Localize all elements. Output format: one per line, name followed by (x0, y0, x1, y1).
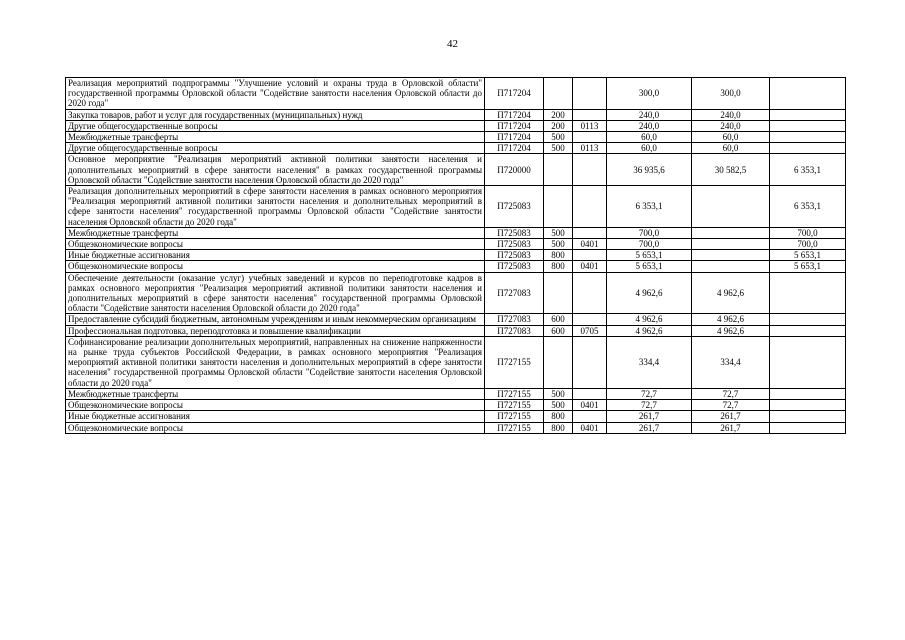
federal-amount-cell (770, 314, 846, 325)
total-amount-cell: 6 353,1 (607, 186, 692, 228)
table-row (66, 154, 846, 186)
row-name-cell: Реализация мероприятий подпрограммы "Улучшение условий и охраны труда в Орловской области" государственной программы Орловской области "Содействие занятости населения Орловской области до 2020 года" (66, 78, 485, 110)
table-row (66, 143, 846, 154)
federal-amount-cell (770, 336, 846, 388)
budget-table-body (66, 78, 846, 434)
target-article-cell: П717204 (485, 143, 544, 154)
table-row (66, 314, 846, 325)
total-amount-cell: 261,7 (607, 422, 692, 433)
table-row (66, 109, 846, 120)
expense-type-cell (544, 272, 573, 314)
section-code-cell: 0113 (573, 143, 607, 154)
federal-amount-cell (770, 422, 846, 433)
section-code-cell (573, 78, 607, 110)
row-name-cell: Предоставление субсидий бюджетным, автономным учреждениям и иным некоммерческим организациям (66, 314, 485, 325)
table-row (66, 411, 846, 422)
regional-amount-cell: 72,7 (692, 388, 770, 399)
target-article-cell: П727155 (485, 422, 544, 433)
target-article-cell: П725083 (485, 239, 544, 250)
row-name-cell: Софинансирование реализации дополнительных мероприятий, направленных на снижение напряженности на рынке труда субъектов Российской Федерации, в рамках основного мероприятия "Реализация мероприятий активной политики занятости населения и дополнительных мероприятий в сфере занятости населения" государственной программы Орловской области "Содействие занятости населения Орловской области до 2020 года" (66, 336, 485, 388)
section-code-cell (573, 250, 607, 261)
section-code-cell: 0705 (573, 325, 607, 336)
target-article-cell: П717204 (485, 120, 544, 131)
table-row (66, 336, 846, 388)
section-code-cell (573, 388, 607, 399)
expense-type-cell: 500 (544, 132, 573, 143)
federal-amount-cell: 5 653,1 (770, 261, 846, 272)
regional-amount-cell (692, 239, 770, 250)
table-row (66, 132, 846, 143)
total-amount-cell: 240,0 (607, 120, 692, 131)
total-amount-cell: 700,0 (607, 239, 692, 250)
budget-table (65, 77, 846, 434)
target-article-cell: П727155 (485, 336, 544, 388)
table-row (66, 325, 846, 336)
regional-amount-cell: 4 962,6 (692, 272, 770, 314)
regional-amount-cell: 72,7 (692, 400, 770, 411)
total-amount-cell: 261,7 (607, 411, 692, 422)
total-amount-cell: 4 962,6 (607, 314, 692, 325)
federal-amount-cell (770, 120, 846, 131)
total-amount-cell: 60,0 (607, 143, 692, 154)
federal-amount-cell: 700,0 (770, 227, 846, 238)
regional-amount-cell (692, 227, 770, 238)
total-amount-cell: 4 962,6 (607, 325, 692, 336)
table-row (66, 261, 846, 272)
total-amount-cell: 60,0 (607, 132, 692, 143)
target-article-cell: П727083 (485, 314, 544, 325)
regional-amount-cell: 60,0 (692, 132, 770, 143)
section-code-cell (573, 227, 607, 238)
section-code-cell: 0401 (573, 239, 607, 250)
target-article-cell: П720000 (485, 154, 544, 186)
expense-type-cell: 500 (544, 388, 573, 399)
regional-amount-cell: 334,4 (692, 336, 770, 388)
regional-amount-cell: 240,0 (692, 120, 770, 131)
row-name-cell: Обеспечение деятельности (оказание услуг) учебных заведений и курсов по переподготовке кадров в рамках основного мероприятия "Реализация мероприятий активной политики занятости населения и дополнительных мероприятий в сфере занятости населения" государственной программы Орловской области "Содействие занятости населения Орловской области до 2020 года" (66, 272, 485, 314)
total-amount-cell: 72,7 (607, 388, 692, 399)
federal-amount-cell (770, 132, 846, 143)
row-name-cell: Межбюджетные трансферты (66, 227, 485, 238)
expense-type-cell: 500 (544, 400, 573, 411)
target-article-cell: П727155 (485, 388, 544, 399)
regional-amount-cell: 4 962,6 (692, 314, 770, 325)
total-amount-cell: 240,0 (607, 109, 692, 120)
federal-amount-cell (770, 109, 846, 120)
total-amount-cell: 700,0 (607, 227, 692, 238)
section-code-cell: 0401 (573, 261, 607, 272)
target-article-cell: П725083 (485, 186, 544, 228)
regional-amount-cell (692, 250, 770, 261)
row-name-cell: Общеэкономические вопросы (66, 422, 485, 433)
regional-amount-cell: 4 962,6 (692, 325, 770, 336)
regional-amount-cell (692, 186, 770, 228)
table-row (66, 250, 846, 261)
target-article-cell: П727155 (485, 411, 544, 422)
expense-type-cell (544, 336, 573, 388)
target-article-cell: П727155 (485, 400, 544, 411)
expense-type-cell (544, 154, 573, 186)
federal-amount-cell (770, 411, 846, 422)
row-name-cell: Иные бюджетные ассигнования (66, 411, 485, 422)
total-amount-cell: 5 653,1 (607, 261, 692, 272)
regional-amount-cell: 60,0 (692, 143, 770, 154)
target-article-cell: П717204 (485, 78, 544, 110)
row-name-cell: Другие общегосударственные вопросы (66, 120, 485, 131)
federal-amount-cell (770, 143, 846, 154)
table-row (66, 78, 846, 110)
table-row (66, 227, 846, 238)
row-name-cell: Общеэкономические вопросы (66, 261, 485, 272)
expense-type-cell: 800 (544, 250, 573, 261)
expense-type-cell: 800 (544, 411, 573, 422)
row-name-cell: Другие общегосударственные вопросы (66, 143, 485, 154)
federal-amount-cell: 6 353,1 (770, 154, 846, 186)
regional-amount-cell (692, 261, 770, 272)
table-row (66, 120, 846, 131)
row-name-cell: Общеэкономические вопросы (66, 239, 485, 250)
table-row (66, 239, 846, 250)
target-article-cell: П727083 (485, 272, 544, 314)
expense-type-cell: 200 (544, 120, 573, 131)
expense-type-cell: 500 (544, 239, 573, 250)
total-amount-cell: 334,4 (607, 336, 692, 388)
section-code-cell (573, 132, 607, 143)
regional-amount-cell: 261,7 (692, 422, 770, 433)
federal-amount-cell (770, 388, 846, 399)
row-name-cell: Межбюджетные трансферты (66, 388, 485, 399)
expense-type-cell: 200 (544, 109, 573, 120)
section-code-cell (573, 411, 607, 422)
federal-amount-cell (770, 78, 846, 110)
federal-amount-cell: 5 653,1 (770, 250, 846, 261)
section-code-cell: 0401 (573, 400, 607, 411)
federal-amount-cell (770, 325, 846, 336)
federal-amount-cell: 700,0 (770, 239, 846, 250)
section-code-cell (573, 186, 607, 228)
section-code-cell (573, 109, 607, 120)
section-code-cell (573, 336, 607, 388)
table-row (66, 400, 846, 411)
expense-type-cell (544, 186, 573, 228)
section-code-cell: 0113 (573, 120, 607, 131)
target-article-cell: П725083 (485, 261, 544, 272)
total-amount-cell: 4 962,6 (607, 272, 692, 314)
row-name-cell: Межбюджетные трансферты (66, 132, 485, 143)
section-code-cell (573, 314, 607, 325)
section-code-cell (573, 272, 607, 314)
section-code-cell: 0401 (573, 422, 607, 433)
table-row (66, 186, 846, 228)
target-article-cell: П717204 (485, 109, 544, 120)
expense-type-cell: 800 (544, 422, 573, 433)
table-row (66, 422, 846, 433)
federal-amount-cell: 6 353,1 (770, 186, 846, 228)
total-amount-cell: 300,0 (607, 78, 692, 110)
regional-amount-cell: 300,0 (692, 78, 770, 110)
total-amount-cell: 72,7 (607, 400, 692, 411)
row-name-cell: Реализация дополнительных мероприятий в сфере занятости населения в рамках основного мероприятия "Реализация мероприятий активной политики занятости населения и дополнительных мероприятий в сфере занятости населения" государственной программы Орловской области "Содействие занятости населения Орловской области до 2020 года" (66, 186, 485, 228)
row-name-cell: Основное мероприятие "Реализация мероприятий активной политики занятости населения и дополнительных мероприятий в сфере занятости населения" в рамках государственной программы Орловской области "Содействие занятости населения Орловской области до 2020 года" (66, 154, 485, 186)
expense-type-cell: 600 (544, 325, 573, 336)
total-amount-cell: 5 653,1 (607, 250, 692, 261)
expense-type-cell: 800 (544, 261, 573, 272)
target-article-cell: П727083 (485, 325, 544, 336)
expense-type-cell (544, 78, 573, 110)
table-row (66, 272, 846, 314)
page-number: 42 (447, 38, 458, 50)
target-article-cell: П725083 (485, 227, 544, 238)
regional-amount-cell: 261,7 (692, 411, 770, 422)
regional-amount-cell: 240,0 (692, 109, 770, 120)
row-name-cell: Закупка товаров, работ и услуг для государственных (муниципальных) нужд (66, 109, 485, 120)
regional-amount-cell: 30 582,5 (692, 154, 770, 186)
section-code-cell (573, 154, 607, 186)
expense-type-cell: 500 (544, 227, 573, 238)
total-amount-cell: 36 935,6 (607, 154, 692, 186)
target-article-cell: П725083 (485, 250, 544, 261)
federal-amount-cell (770, 400, 846, 411)
row-name-cell: Иные бюджетные ассигнования (66, 250, 485, 261)
row-name-cell: Общеэкономические вопросы (66, 400, 485, 411)
target-article-cell: П717204 (485, 132, 544, 143)
table-row (66, 388, 846, 399)
row-name-cell: Профессиональная подготовка, переподготовка и повышение квалификации (66, 325, 485, 336)
expense-type-cell: 600 (544, 314, 573, 325)
expense-type-cell: 500 (544, 143, 573, 154)
federal-amount-cell (770, 272, 846, 314)
